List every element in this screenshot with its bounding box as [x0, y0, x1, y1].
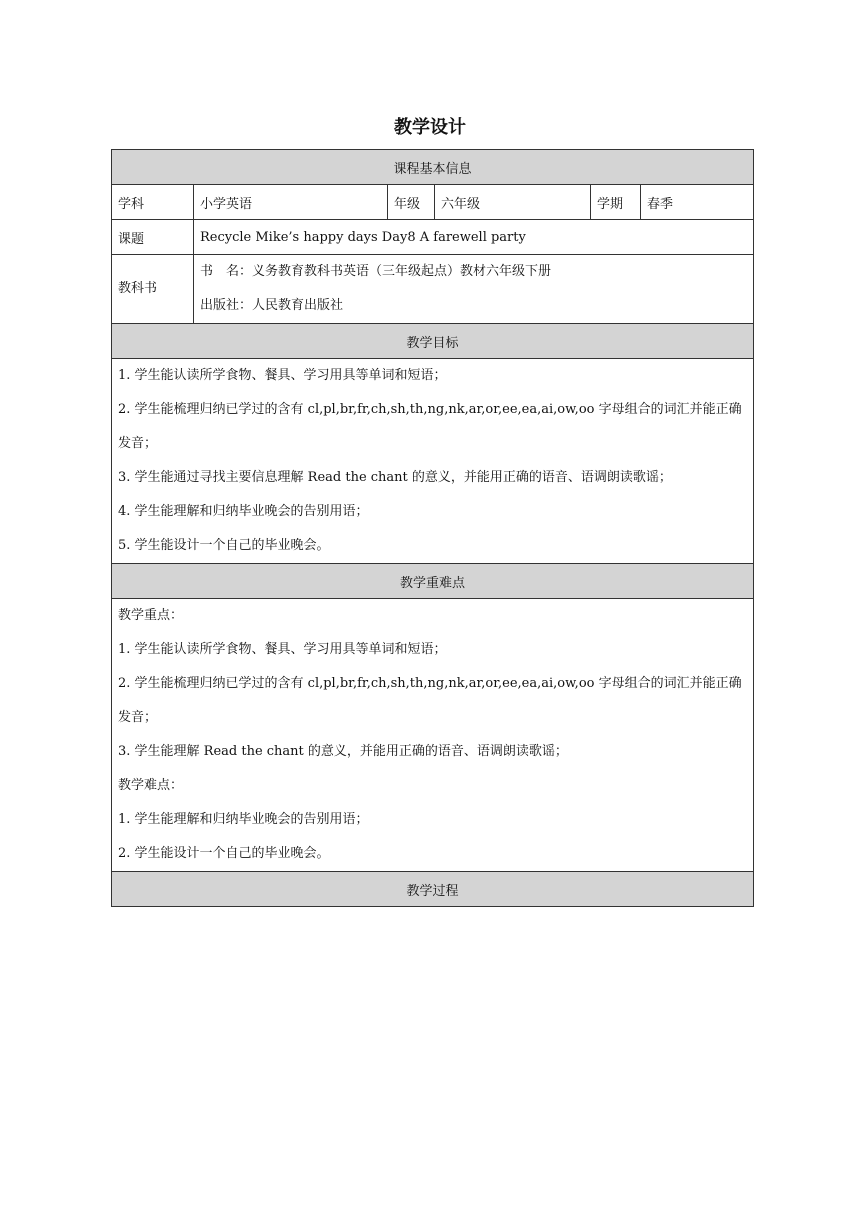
objectives-row	[112, 359, 754, 564]
key-difficult-row	[112, 599, 754, 872]
objectives-cell	[112, 359, 754, 564]
grade-value: 六年级	[435, 185, 591, 220]
textbook-publisher: 出版社：人民教育出版社	[200, 298, 344, 313]
info-row-textbook	[112, 255, 754, 324]
section-title: 教学过程	[112, 872, 754, 907]
textbook-label-cell	[112, 255, 194, 324]
section-header-key-difficult	[112, 564, 754, 599]
page-title: 教学设计	[394, 117, 466, 138]
topic-value: Recycle Mike’s happy days Day8 A farewell party	[194, 220, 754, 255]
section-header-basic-info	[112, 150, 754, 185]
objective-item: 1. 学生能认读所学食物、餐具、学习用具等单词和短语；	[118, 368, 447, 383]
difficult-point-item: 1. 学生能理解和归纳毕业晚会的告别用语；	[118, 812, 369, 827]
difficult-point-item: 2. 学生能设计一个自己的毕业晚会。	[118, 846, 330, 861]
key-point-item: 1. 学生能认读所学食物、餐具、学习用具等单词和短语；	[118, 642, 447, 657]
section-title: 课程基本信息	[112, 150, 754, 185]
key-points-heading: 教学重点：	[118, 608, 184, 623]
section-title: 教学重难点	[112, 564, 754, 599]
grade-label: 年级	[388, 185, 435, 220]
textbook-name: 书 名：义务教育教科书英语（三年级起点）教材六年级下册	[200, 264, 552, 279]
section-title: 教学目标	[112, 324, 754, 359]
objective-item: 4. 学生能理解和归纳毕业晚会的告别用语；	[118, 504, 369, 519]
topic-label: 课题	[112, 220, 194, 255]
section-header-process	[112, 872, 754, 907]
term-value: 春季	[641, 185, 754, 220]
textbook-label: 教科书	[118, 281, 158, 296]
key-point-item: 2. 学生能梳理归纳已学过的含有 cl,pl,br,fr,ch,sh,th,ng,nk,ar,or,ee,ea,ai,ow,oo 字母组合的词汇并能正确发音；	[118, 676, 742, 725]
info-row-topic	[112, 220, 754, 255]
subject-label: 学科	[112, 185, 194, 220]
info-row-subject	[112, 185, 754, 220]
term-label: 学期	[591, 185, 641, 220]
lesson-design-table	[111, 149, 754, 907]
key-point-item: 3. 学生能理解 Read the chant 的意义，并能用正确的语音、语调朗读歌谣；	[118, 744, 568, 759]
key-difficult-cell	[112, 599, 754, 872]
difficult-points-heading: 教学难点：	[118, 778, 184, 793]
objective-item: 3. 学生能通过寻找主要信息理解 Read the chant 的意义，并能用正确的语音、语调朗读歌谣；	[118, 470, 672, 485]
section-header-objectives	[112, 324, 754, 359]
textbook-value-cell	[194, 255, 754, 324]
objective-item: 2. 学生能梳理归纳已学过的含有 cl,pl,br,fr,ch,sh,th,ng,nk,ar,or,ee,ea,ai,ow,oo 字母组合的词汇并能正确发音；	[118, 402, 742, 451]
subject-value: 小学英语	[194, 185, 388, 220]
objective-item: 5. 学生能设计一个自己的毕业晚会。	[118, 538, 330, 553]
